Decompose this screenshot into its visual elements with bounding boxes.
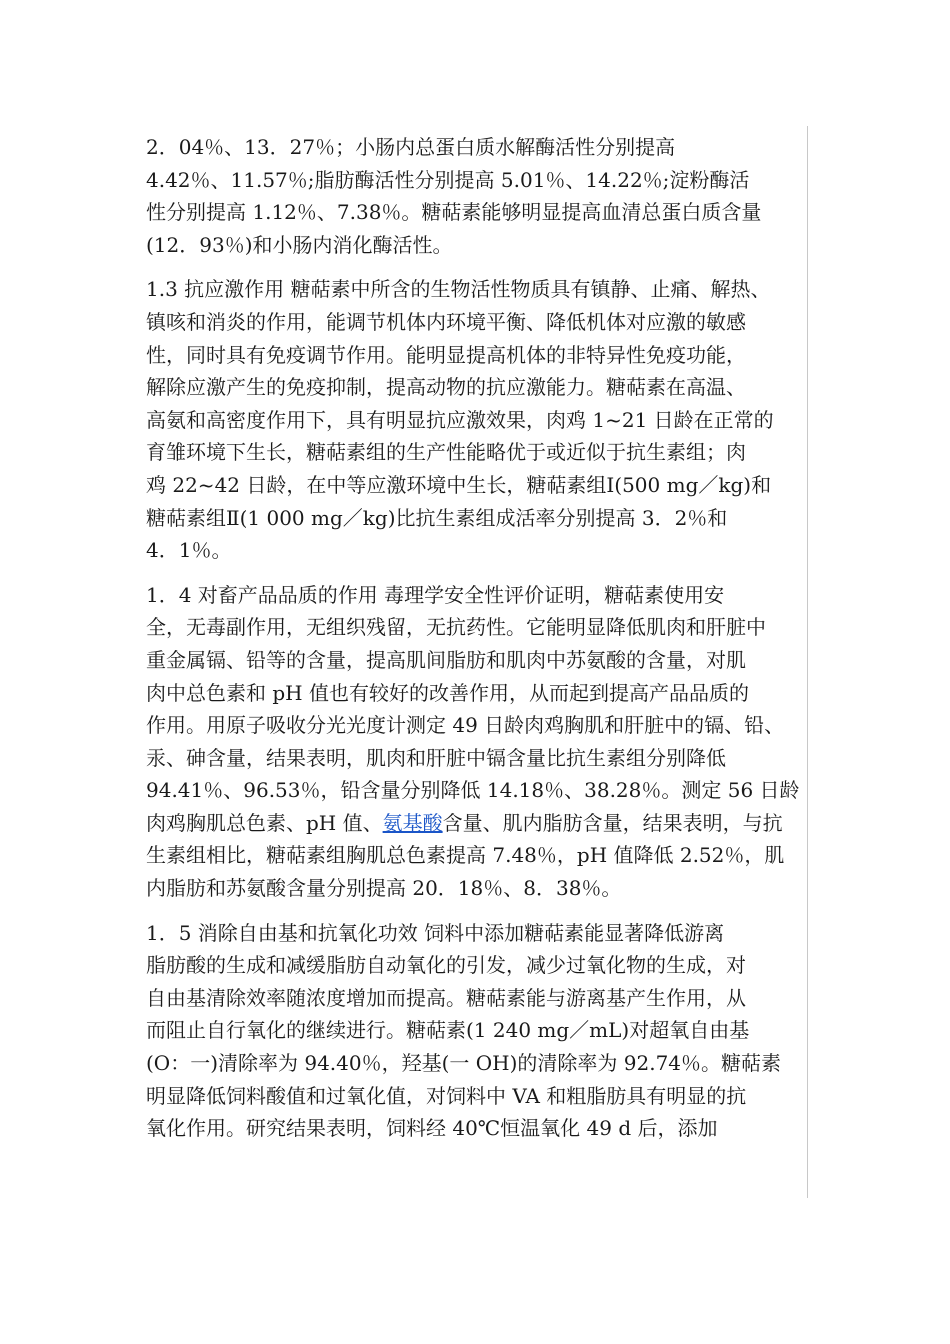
text-line: 性，同时具有免疫调节作用。能明显提高机体的非特异性免疫功能，	[146, 342, 746, 367]
text-line: 性分别提高 1.12％、7.38％。糖萜素能够明显提高血清总蛋白质含量	[146, 200, 762, 225]
text-line: 内脂肪和苏氨酸含量分别提高 20．18％、8．38％。	[146, 876, 622, 901]
text-line: 94.41％、96.53％，铅含量分别降低 14.18％、38.28％。测定 56 日龄	[146, 778, 800, 803]
text-line: 重金属镉、铅等的含量，提高肌间脂肪和肌肉中苏氨酸的含量，对肌	[146, 647, 746, 672]
text-line: 生素组相比，糖萜素组胸肌总色素提高 7.48％，pH 值降低 2.52％，肌	[146, 843, 785, 868]
text-line: 汞、砷含量，结果表明，肌肉和肝脏中镉含量比抗生素组分别降低	[146, 745, 726, 770]
text-segment: 含量、肌内脂肪含量，结果表明，与抗	[442, 810, 783, 835]
paragraph-digestive-enzymes	[146, 131, 808, 261]
text-line: 解除应激产生的免疫抑制，提高动物的抗应激能力。糖萜素在高温、	[146, 375, 746, 400]
text-line: 育雏环境下生长，糖萜素组的生产性能略优于或近似于抗生素组；肉	[146, 440, 746, 465]
text-line-with-link	[146, 807, 808, 840]
text-line: (O：一)清除率为 94.40％，羟基(一 OH)的清除率为 92.74％。糖萜素	[146, 1051, 782, 1076]
text-segment: 肉鸡胸肌总色素、pH 值、	[146, 810, 383, 835]
paragraph-anti-stress	[146, 273, 808, 566]
document-body	[146, 131, 808, 1157]
paragraph-product-quality	[146, 579, 808, 905]
text-line: 明显降低饲料酸值和过氧化值，对饲料中 VA 和粗脂肪具有明显的抗	[146, 1083, 747, 1108]
text-line: 1．4 对畜产品品质的作用 毒理学安全性评价证明，糖萜素使用安	[146, 582, 725, 607]
paragraph-antioxidant	[146, 917, 808, 1145]
text-line: 糖萜素组Ⅱ(1 000 mg／kg)比抗生素组成活率分别提高 3．2％和	[146, 505, 728, 530]
text-line: 1.3 抗应激作用 糖萜素中所含的生物活性物质具有镇静、止痛、解热、	[146, 277, 771, 302]
amino-acid-link[interactable]: 氨基酸	[382, 810, 443, 835]
text-line: 4．1％。	[146, 538, 232, 563]
text-line: 4.42％、11.57％;脂肪酶活性分别提高 5.01％、14.22％;淀粉酶活	[146, 167, 750, 192]
text-line: 氧化作用。研究结果表明，饲料经 40℃恒温氧化 49 d 后，添加	[146, 1116, 718, 1141]
text-line: 鸡 22~42 日龄，在中等应激环境中生长，糖萜素组Ⅰ(500 mg／kg)和	[146, 472, 772, 497]
text-line: (12．93％)和小肠内消化酶活性。	[146, 232, 453, 257]
text-line: 肉中总色素和 pH 值也有较好的改善作用，从而起到提高产品品质的	[146, 680, 749, 705]
text-line: 而阻止自行氧化的继续进行。糖萜素(1 240 mg／mL)对超氧自由基	[146, 1018, 750, 1043]
text-line: 高氨和高密度作用下，具有明显抗应激效果，肉鸡 1~21 日龄在正常的	[146, 407, 774, 432]
text-line: 1．5 消除自由基和抗氧化功效 饲料中添加糖萜素能显著降低游离	[146, 920, 725, 945]
text-line: 作用。用原子吸收分光光度计测定 49 日龄肉鸡胸肌和肝脏中的镉、铅、	[146, 713, 785, 738]
text-line: 全，无毒副作用，无组织残留，无抗药性。它能明显降低肌肉和肝脏中	[146, 615, 766, 640]
text-line: 镇咳和消炎的作用，能调节机体内环境平衡、降低机体对应激的敏感	[146, 309, 746, 334]
text-line: 自由基清除效率随浓度增加而提高。糖萜素能与游离基产生作用，从	[146, 985, 746, 1010]
text-line: 脂肪酸的生成和减缓脂肪自动氧化的引发，减少过氧化物的生成，对	[146, 953, 746, 978]
text-line: 2．04％、13．27％；小肠内总蛋白质水解酶活性分别提高	[146, 135, 676, 159]
